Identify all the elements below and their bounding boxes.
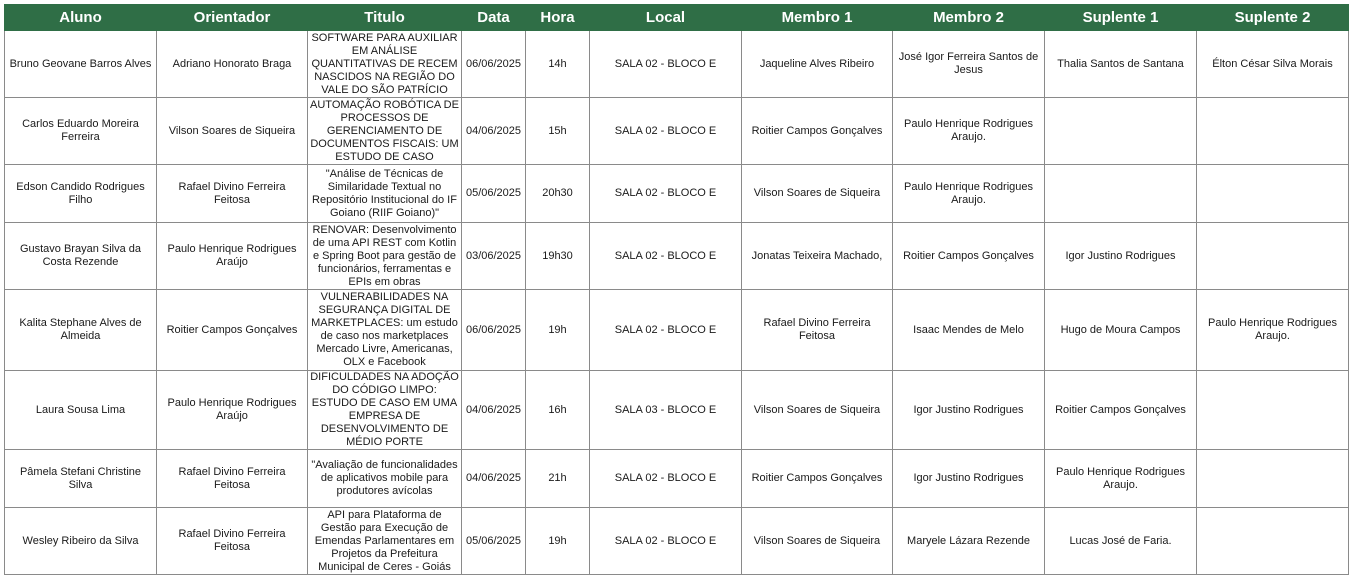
cell-suplente-1: Igor Justino Rodrigues [1045, 223, 1197, 290]
cell-aluno: Edson Candido Rodrigues Filho [5, 165, 157, 223]
table-row [5, 98, 1349, 165]
header-row [5, 5, 1349, 31]
cell-suplente-2 [1197, 165, 1349, 223]
cell-data: 04/06/2025 [462, 371, 526, 450]
cell-membro-2: Maryele Lázara Rezende [893, 508, 1045, 575]
cell-local: SALA 03 - BLOCO E [590, 371, 742, 450]
cell-membro-2: Roitier Campos Gonçalves [893, 223, 1045, 290]
cell-titulo: "Avaliação de funcionalidades de aplicativos mobile para produtores avícolas [308, 450, 462, 508]
cell-local: SALA 02 - BLOCO E [590, 290, 742, 371]
cell-membro-2: Isaac Mendes de Melo [893, 290, 1045, 371]
cell-data: 05/06/2025 [462, 165, 526, 223]
cell-data: 05/06/2025 [462, 508, 526, 575]
cell-suplente-2: Élton César Silva Morais [1197, 31, 1349, 98]
cell-membro-1: Rafael Divino Ferreira Feitosa [742, 290, 893, 371]
header-membro-2: Membro 2 [893, 5, 1045, 31]
cell-local: SALA 02 - BLOCO E [590, 165, 742, 223]
cell-hora: 21h [526, 450, 590, 508]
cell-local: SALA 02 - BLOCO E [590, 450, 742, 508]
table-row [5, 290, 1349, 371]
cell-data: 03/06/2025 [462, 223, 526, 290]
cell-local: SALA 02 - BLOCO E [590, 98, 742, 165]
cell-data: 06/06/2025 [462, 31, 526, 98]
cell-aluno: Gustavo Brayan Silva da Costa Rezende [5, 223, 157, 290]
cell-local: SALA 02 - BLOCO E [590, 223, 742, 290]
cell-suplente-1: Lucas José de Faria. [1045, 508, 1197, 575]
cell-orientador: Paulo Henrique Rodrigues Araújo [157, 223, 308, 290]
cell-aluno: Wesley Ribeiro da Silva [5, 508, 157, 575]
table-row [5, 450, 1349, 508]
table-row [5, 165, 1349, 223]
cell-aluno: Kalita Stephane Alves de Almeida [5, 290, 157, 371]
cell-data: 04/06/2025 [462, 450, 526, 508]
cell-data: 06/06/2025 [462, 290, 526, 371]
cell-suplente-2 [1197, 98, 1349, 165]
cell-membro-1: Jonatas Teixeira Machado, [742, 223, 893, 290]
cell-hora: 19h30 [526, 223, 590, 290]
cell-suplente-1: Paulo Henrique Rodrigues Araujo. [1045, 450, 1197, 508]
cell-titulo: API para Plataforma de Gestão para Execução de Emendas Parlamentares em Projetos da Prefeitura Municipal de Ceres - Goiás [308, 508, 462, 575]
cell-membro-1: Roitier Campos Gonçalves [742, 450, 893, 508]
cell-titulo: DIFICULDADES NA ADOÇÃO DO CÓDIGO LIMPO: ESTUDO DE CASO EM UMA EMPRESA DE DESENVOLVIMENTO DE MÉDIO PORTE [308, 371, 462, 450]
cell-hora: 20h30 [526, 165, 590, 223]
cell-aluno: Carlos Eduardo Moreira Ferreira [5, 98, 157, 165]
cell-local: SALA 02 - BLOCO E [590, 31, 742, 98]
cell-orientador: Rafael Divino Ferreira Feitosa [157, 165, 308, 223]
header-membro-1: Membro 1 [742, 5, 893, 31]
cell-orientador: Paulo Henrique Rodrigues Araújo [157, 371, 308, 450]
cell-hora: 19h [526, 508, 590, 575]
cell-suplente-1: Roitier Campos Gonçalves [1045, 371, 1197, 450]
cell-suplente-2 [1197, 223, 1349, 290]
cell-data: 04/06/2025 [462, 98, 526, 165]
cell-hora: 16h [526, 371, 590, 450]
header-titulo: Titulo [308, 5, 462, 31]
cell-orientador: Roitier Campos Gonçalves [157, 290, 308, 371]
cell-membro-1: Vilson Soares de Siqueira [742, 165, 893, 223]
cell-suplente-1: Thalia Santos de Santana [1045, 31, 1197, 98]
table-row [5, 223, 1349, 290]
cell-membro-1: Jaqueline Alves Ribeiro [742, 31, 893, 98]
cell-hora: 15h [526, 98, 590, 165]
cell-titulo: VULNERABILIDADES NA SEGURANÇA DIGITAL DE MARKETPLACES: um estudo de caso nos marketplaces Mercado Livre, Americanas, OLX e Facebook [308, 290, 462, 371]
cell-membro-1: Vilson Soares de Siqueira [742, 371, 893, 450]
header-orientador: Orientador [157, 5, 308, 31]
header-suplente-1: Suplente 1 [1045, 5, 1197, 31]
cell-orientador: Rafael Divino Ferreira Feitosa [157, 508, 308, 575]
defense-schedule-table [4, 4, 1349, 575]
cell-membro-2: Paulo Henrique Rodrigues Araujo. [893, 165, 1045, 223]
cell-membro-2: Paulo Henrique Rodrigues Araujo. [893, 98, 1045, 165]
cell-titulo: RENOVAR: Desenvolvimento de uma API REST com Kotlin e Spring Boot para gestão de funcionários, ferramentas e EPIs em obras [308, 223, 462, 290]
cell-suplente-1 [1045, 98, 1197, 165]
cell-orientador: Adriano Honorato Braga [157, 31, 308, 98]
table-row [5, 31, 1349, 98]
cell-membro-2: José Igor Ferreira Santos de Jesus [893, 31, 1045, 98]
cell-membro-2: Igor Justino Rodrigues [893, 450, 1045, 508]
header-aluno: Aluno [5, 5, 157, 31]
cell-titulo: SOFTWARE PARA AUXILIAR EM ANÁLISE QUANTITATIVAS DE RECEM NASCIDOS NA REGIÃO DO VALE DO SÃO PATRÍCIO [308, 31, 462, 98]
cell-orientador: Rafael Divino Ferreira Feitosa [157, 450, 308, 508]
cell-titulo: "Análise de Técnicas de Similaridade Textual no Repositório Institucional do IF Goiano (RIIF Goiano)" [308, 165, 462, 223]
cell-hora: 14h [526, 31, 590, 98]
header-suplente-2: Suplente 2 [1197, 5, 1349, 31]
cell-orientador: Vilson Soares de Siqueira [157, 98, 308, 165]
cell-local: SALA 02 - BLOCO E [590, 508, 742, 575]
cell-suplente-1 [1045, 165, 1197, 223]
cell-membro-1: Roitier Campos Gonçalves [742, 98, 893, 165]
cell-aluno: Laura Sousa Lima [5, 371, 157, 450]
cell-suplente-2 [1197, 450, 1349, 508]
cell-suplente-1: Hugo de Moura Campos [1045, 290, 1197, 371]
cell-membro-1: Vilson Soares de Siqueira [742, 508, 893, 575]
cell-suplente-2: Paulo Henrique Rodrigues Araujo. [1197, 290, 1349, 371]
cell-membro-2: Igor Justino Rodrigues [893, 371, 1045, 450]
header-local: Local [590, 5, 742, 31]
cell-aluno: Pâmela Stefani Christine Silva [5, 450, 157, 508]
cell-titulo: AUTOMAÇÃO ROBÓTICA DE PROCESSOS DE GERENCIAMENTO DE DOCUMENTOS FISCAIS: UM ESTUDO DE CASO [308, 98, 462, 165]
table-row [5, 371, 1349, 450]
cell-suplente-2 [1197, 371, 1349, 450]
header-hora: Hora [526, 5, 590, 31]
table-row [5, 508, 1349, 575]
cell-suplente-2 [1197, 508, 1349, 575]
header-data: Data [462, 5, 526, 31]
cell-hora: 19h [526, 290, 590, 371]
cell-aluno: Bruno Geovane Barros Alves [5, 31, 157, 98]
